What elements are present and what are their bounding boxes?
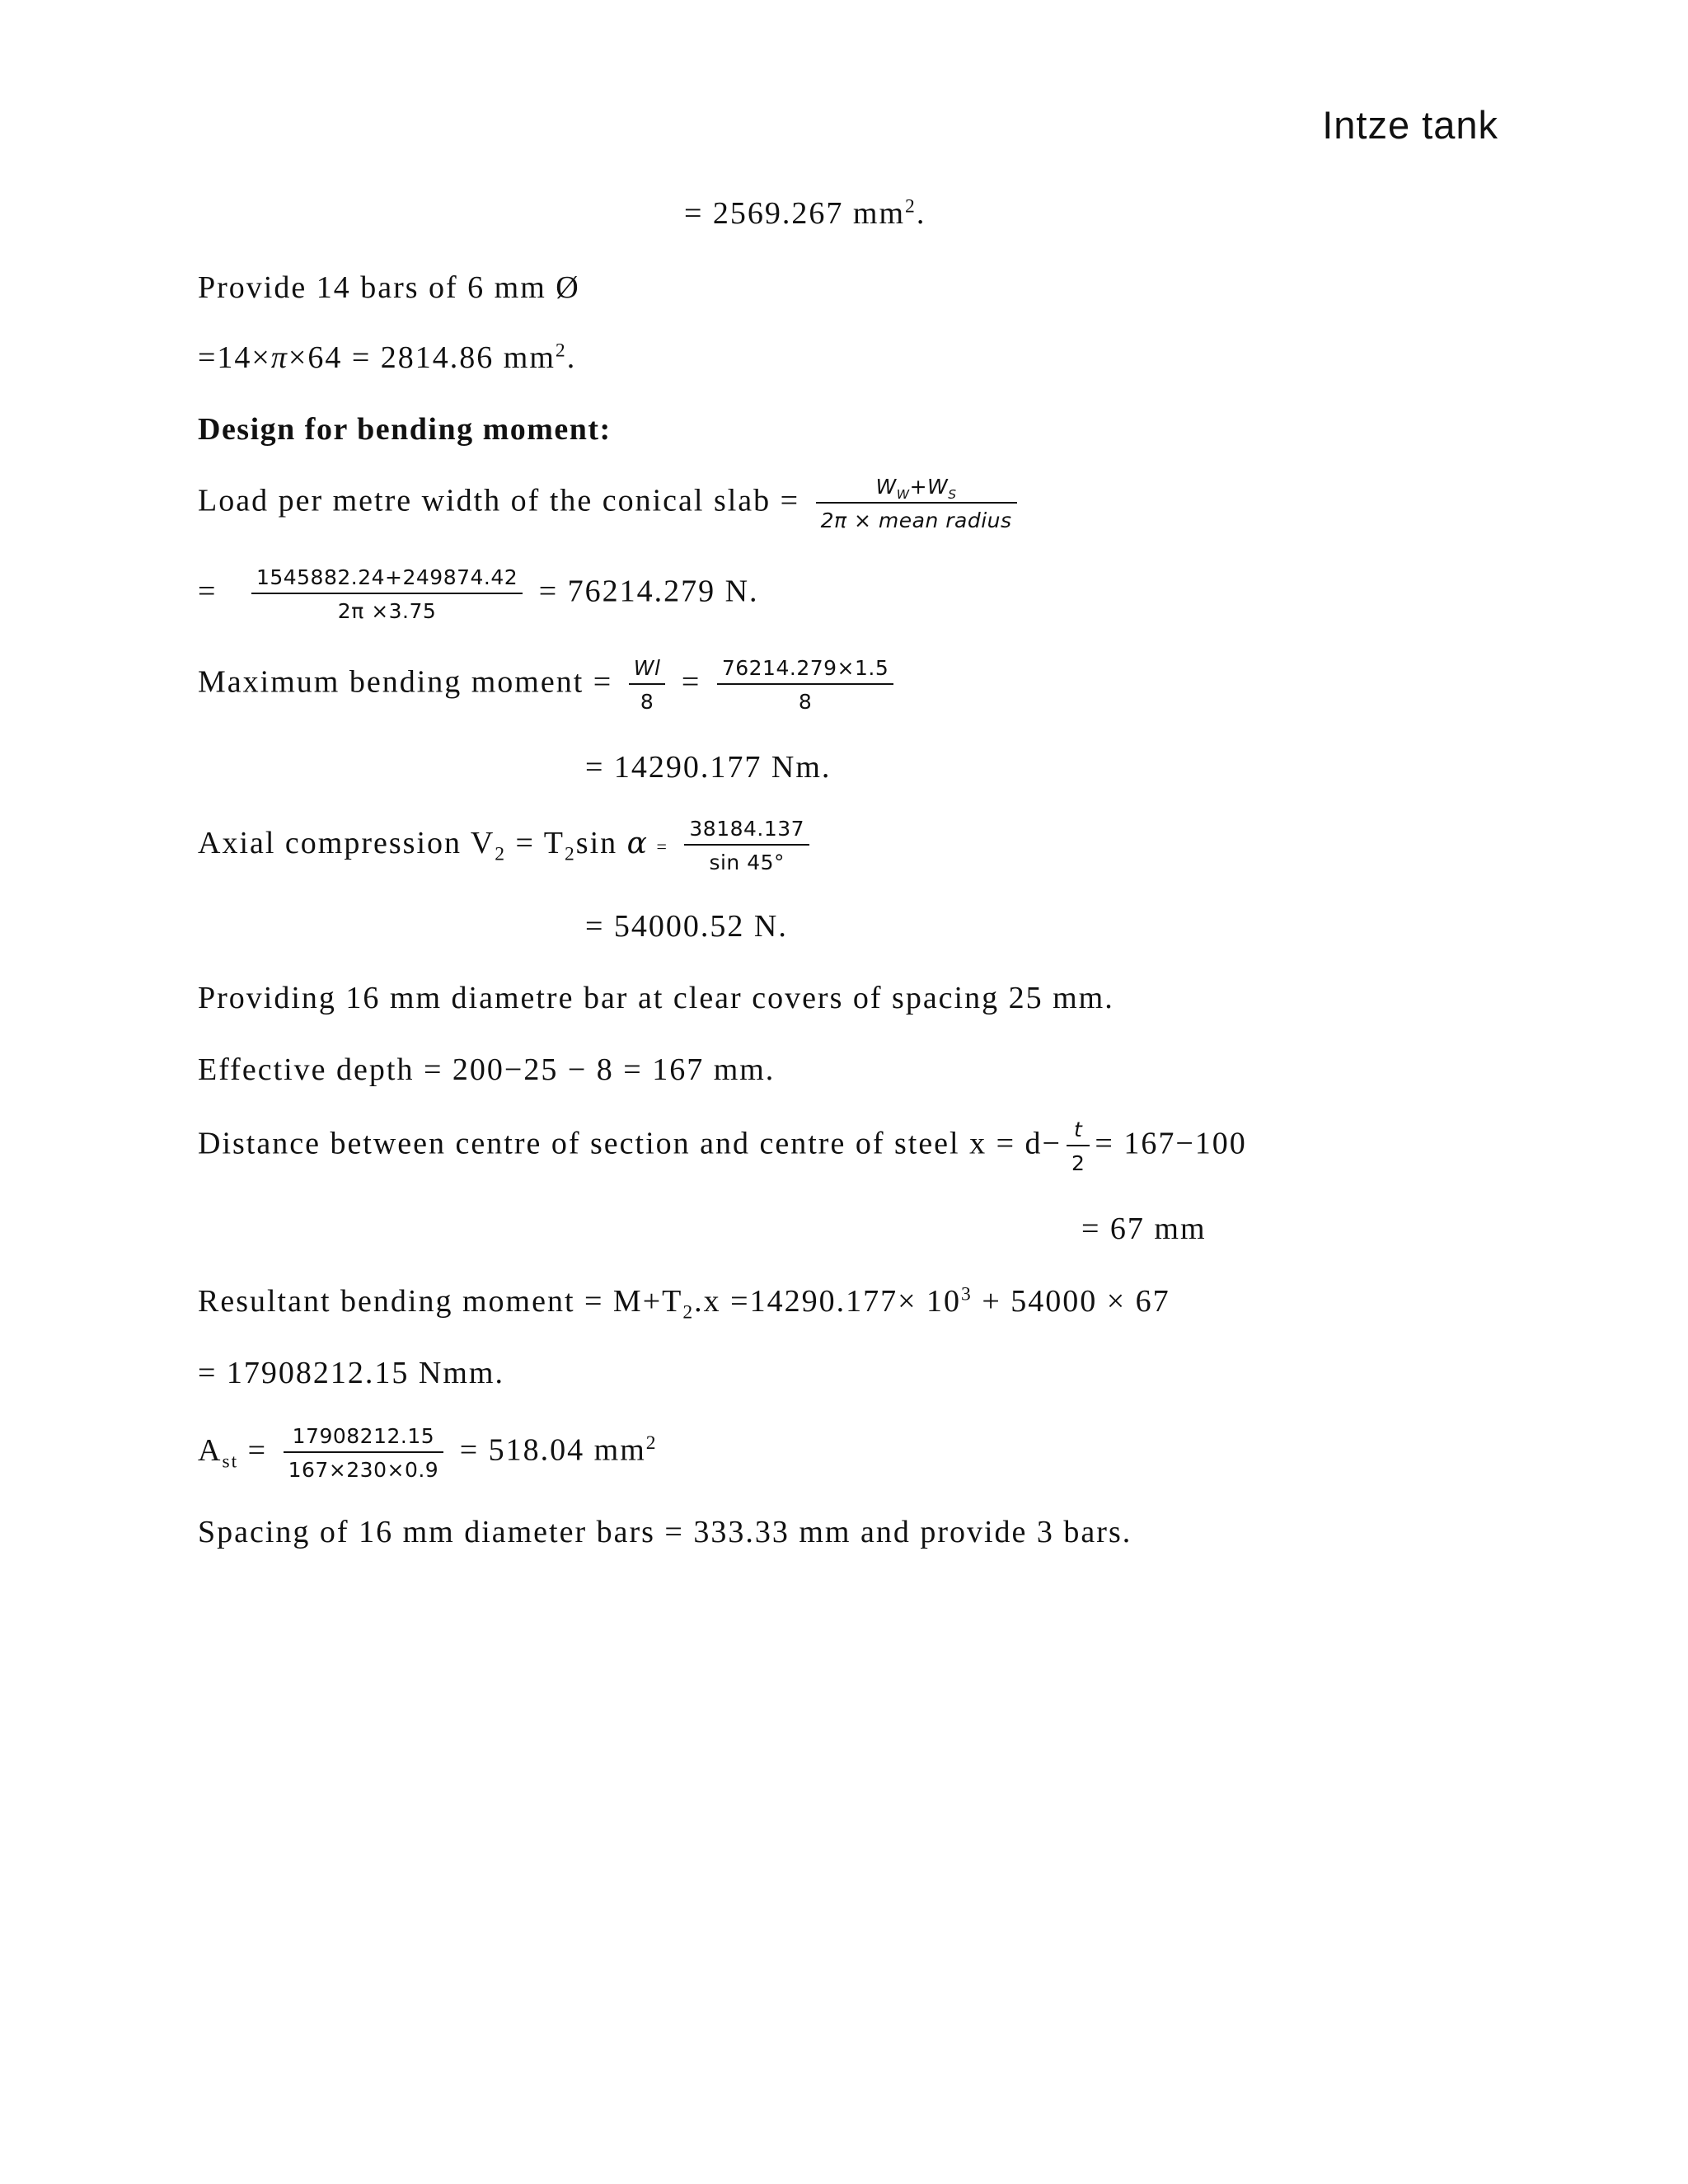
distance-denominator: 2 xyxy=(1071,1151,1085,1175)
provided-area-pi: π xyxy=(270,340,288,375)
load-value-denominator: 2π ×3.75 xyxy=(337,599,437,623)
resultant-bending-mid: .x =14290.177× 10 xyxy=(694,1284,962,1319)
load-value-eq: = xyxy=(198,574,218,609)
area-result-line xyxy=(684,195,926,231)
axial-result: = 54000.52 N. xyxy=(585,909,788,944)
distance-centre-line xyxy=(198,1119,1247,1174)
axial-compression-line xyxy=(198,818,816,873)
distance-centre-label: Distance between centre of section and centre of steel x = d− xyxy=(198,1126,1062,1161)
distance-value: = 67 mm xyxy=(1081,1212,1207,1246)
max-bending-f2-numerator: 76214.279×1.5 xyxy=(717,658,893,685)
load-fraction-numerator: $W_W+W_S$ xyxy=(816,476,1017,504)
load-fraction-denominator: 2π × mean radius xyxy=(820,509,1012,532)
resultant-bending-line xyxy=(198,1283,1170,1324)
resultant-bending-post: + 54000 × 67 xyxy=(972,1284,1170,1319)
provided-area-mid: ×64 = 2814.86 mm xyxy=(288,340,556,375)
ast-numerator: 17908212.15 xyxy=(284,1426,444,1453)
resultant-bending-sup: 3 xyxy=(961,1283,973,1305)
load-per-metre-label: Load per metre width of the conical slab = xyxy=(198,483,800,518)
distance-numerator: t xyxy=(1067,1119,1090,1146)
ast-result: = 518.04 mm xyxy=(459,1432,646,1468)
load-per-metre-line xyxy=(198,476,1024,531)
load-value-fraction xyxy=(251,567,523,621)
max-bending-eq: = xyxy=(681,664,701,700)
axial-numerator: 38184.137 xyxy=(684,818,809,846)
effective-depth-line: Effective depth = 200−25 − 8 = 167 mm. xyxy=(198,1052,776,1087)
ast-label: $A_{st}$ = xyxy=(198,1432,268,1473)
resultant-bending-label: Resultant bending moment = M+T xyxy=(198,1284,683,1319)
provided-area-end: . xyxy=(566,340,577,375)
max-bending-f2-denominator: 8 xyxy=(798,690,813,714)
max-bending-fraction-1 xyxy=(629,658,666,712)
axial-eq: = xyxy=(656,836,668,857)
load-value-result: = 76214.279 N. xyxy=(538,574,759,609)
max-bending-f1-denominator: 8 xyxy=(640,690,654,714)
provided-area-sup: 2 xyxy=(555,340,567,362)
ast-denominator: 167×230×0.9 xyxy=(288,1458,439,1482)
axial-fraction xyxy=(684,818,809,873)
ast-line xyxy=(198,1426,658,1480)
ast-result-sup: 2 xyxy=(645,1432,658,1455)
resultant-bending-sub: 2 xyxy=(682,1301,695,1324)
axial-denominator: sin 45° xyxy=(709,851,785,874)
max-bending-label: Maximum bending moment = xyxy=(198,664,613,700)
provided-area-line xyxy=(198,342,576,373)
resultant-bending-result: = 17908212.15 Nmm. xyxy=(198,1356,504,1390)
area-result-text: = 2569.267 mm xyxy=(684,196,906,231)
area-result-end: . xyxy=(916,196,926,231)
section-heading-bending-moment: Design for bending moment: xyxy=(198,412,612,447)
distance-result: = 167−100 xyxy=(1095,1126,1247,1161)
page-header-title: Intze tank xyxy=(1322,103,1498,147)
provided-area-pre: =14× xyxy=(198,340,271,375)
max-bending-f1-numerator: Wl xyxy=(629,658,666,685)
ast-fraction xyxy=(284,1426,444,1480)
spacing-line: Spacing of 16 mm diameter bars = 333.33 mm and provide 3 bars. xyxy=(198,1515,1132,1549)
axial-label: Axial compression $V_2 = T_2\sin$ α xyxy=(198,825,647,865)
max-bending-fraction-2 xyxy=(717,658,893,712)
load-fraction xyxy=(816,476,1017,531)
provide-bars-line: Provide 14 bars of 6 mm Ø xyxy=(198,270,580,305)
max-bending-result: = 14290.177 Nm. xyxy=(585,750,832,785)
max-bending-moment-line xyxy=(198,658,900,712)
load-value-numerator: 1545882.24+249874.42 xyxy=(251,567,523,594)
providing-bar-line: Providing 16 mm diametre bar at clear covers of spacing 25 mm. xyxy=(198,981,1114,1015)
distance-fraction xyxy=(1067,1119,1090,1174)
area-result-sup: 2 xyxy=(905,195,917,218)
load-value-line xyxy=(198,567,759,621)
